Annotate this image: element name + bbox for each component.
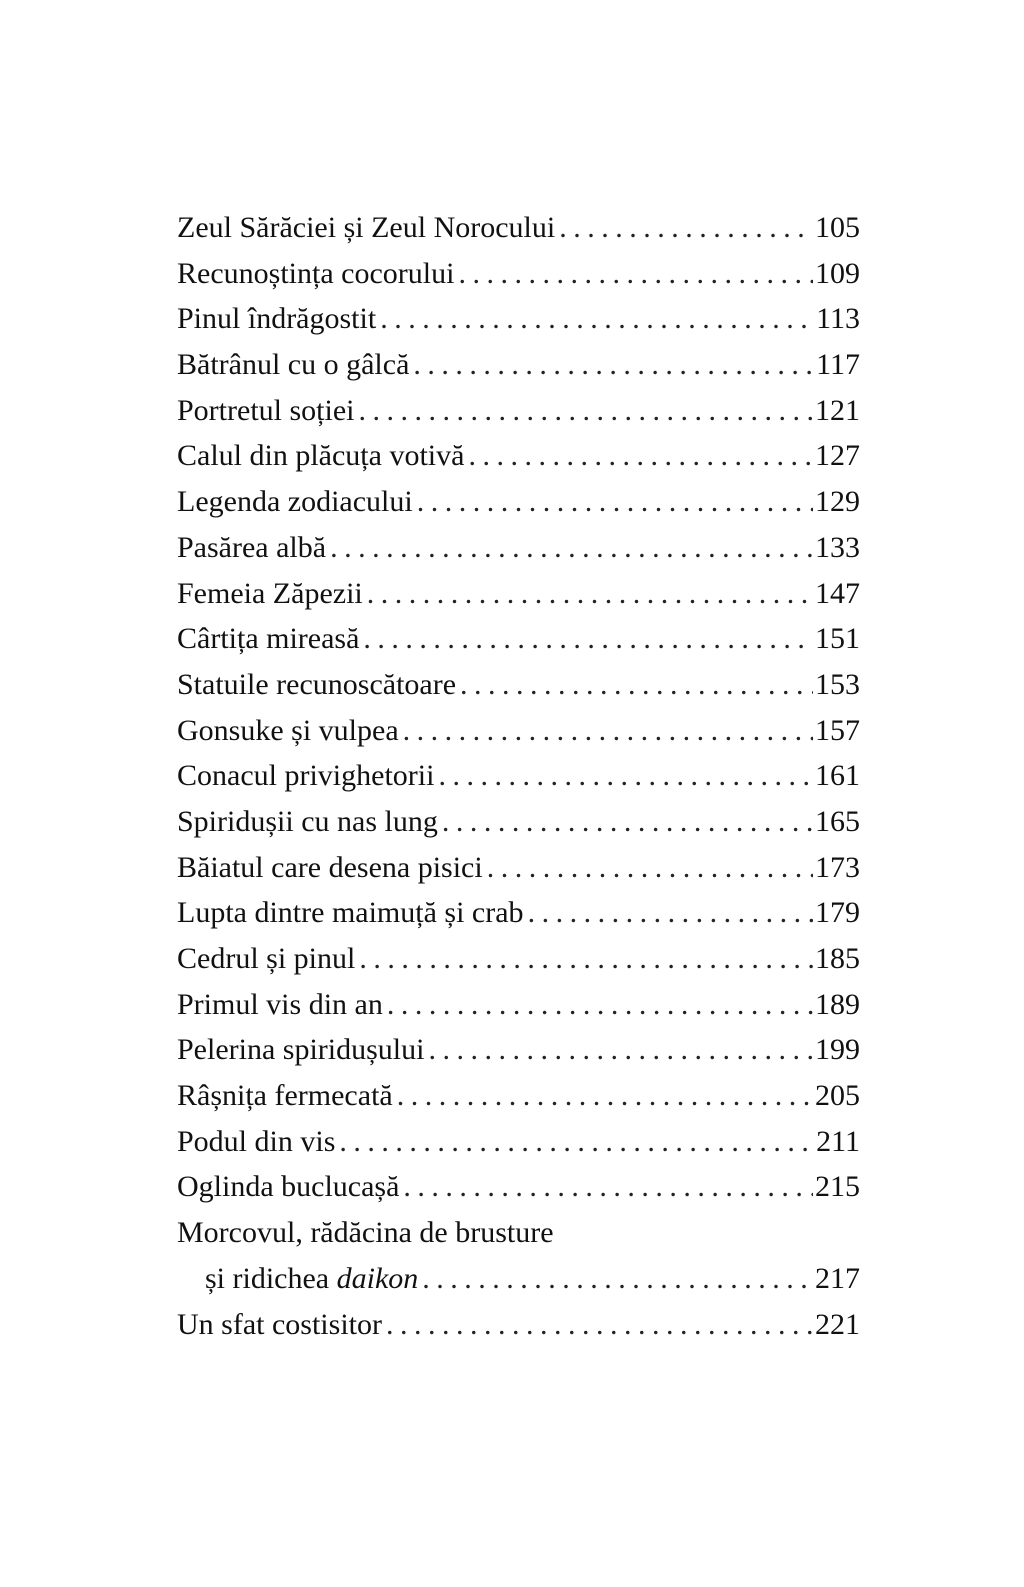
- toc-entry: [177, 479, 860, 525]
- toc-entry-title: Băiatul care desena pisici: [177, 850, 483, 884]
- toc-entry-page: 157: [815, 713, 860, 747]
- dot-leader: [528, 890, 813, 936]
- toc-entry-page: 205: [815, 1079, 860, 1113]
- toc-entry-page: 173: [815, 850, 860, 884]
- dot-leader: [428, 1027, 813, 1073]
- toc-entry: [177, 1119, 860, 1165]
- toc-entry: [177, 753, 860, 799]
- toc-entry: [177, 616, 860, 662]
- toc-entry: [177, 845, 860, 891]
- dot-leader: [487, 845, 813, 891]
- toc-entry: [177, 890, 860, 936]
- toc-entry-title: Un sfat costisitor: [177, 1307, 382, 1341]
- toc-entry-page: 151: [815, 622, 860, 656]
- toc-entry-page: 211: [816, 1124, 860, 1158]
- toc-entry-title: Oglinda buclucașă: [177, 1170, 400, 1204]
- toc-entry-page: 221: [815, 1307, 860, 1341]
- dot-leader: [397, 1073, 813, 1119]
- toc-entry-title: Spiridușii cu nas lung: [177, 804, 438, 838]
- dot-leader: [359, 936, 813, 982]
- dot-leader: [363, 616, 813, 662]
- dot-leader: [403, 1164, 813, 1210]
- toc-entry-page: 121: [815, 393, 860, 427]
- dot-leader: [330, 525, 813, 571]
- dot-leader: [468, 433, 813, 479]
- toc-entry-title: Femeia Zăpezii: [177, 576, 363, 610]
- toc-entry-title: Lupta dintre maimuță și crab: [177, 896, 524, 930]
- toc-entry-title: Pinul îndrăgostit: [177, 302, 377, 336]
- dot-leader: [442, 799, 813, 845]
- toc-entry-page: 117: [816, 348, 860, 382]
- toc-entry-title: Morcovul, rădăcina de brusture: [177, 1216, 554, 1250]
- toc-entry: [177, 571, 860, 617]
- toc-entry: [177, 1027, 860, 1073]
- toc-entry-title: Conacul privighetorii: [177, 759, 435, 793]
- toc-entry: [177, 296, 860, 342]
- toc-entry-multiline-first: [177, 1210, 860, 1256]
- toc-entry: [177, 205, 860, 251]
- title-prefix: și ridichea: [205, 1261, 337, 1295]
- dot-leader: [386, 1302, 813, 1348]
- toc-entry-title: Legenda zodiacului: [177, 485, 413, 519]
- toc-entry-title: Gonsuke și vulpea: [177, 713, 399, 747]
- dot-leader: [438, 753, 813, 799]
- dot-leader: [413, 342, 814, 388]
- dot-leader: [460, 662, 813, 708]
- toc-entry: [177, 1073, 860, 1119]
- toc-entry-page: 113: [816, 302, 860, 336]
- toc-entry: [177, 662, 860, 708]
- dot-leader: [367, 571, 813, 617]
- toc-entry: [177, 936, 860, 982]
- toc-entry-page: 189: [815, 987, 860, 1021]
- toc-entry: [177, 799, 860, 845]
- dot-leader: [422, 1256, 813, 1302]
- toc-entry: [177, 1164, 860, 1210]
- toc-entry-page: 217: [815, 1261, 860, 1295]
- dot-leader: [387, 982, 813, 1028]
- toc-entry-page: 179: [815, 896, 860, 930]
- toc-entry-page: 161: [815, 759, 860, 793]
- dot-leader: [458, 251, 813, 297]
- toc-entry-title: Cedrul și pinul: [177, 942, 356, 975]
- toc-entry-page: 165: [815, 804, 860, 838]
- table-of-contents: [177, 205, 860, 1347]
- toc-entry: [177, 982, 860, 1028]
- toc-entry: [177, 1302, 860, 1348]
- dot-leader: [358, 388, 813, 434]
- dot-leader: [339, 1119, 814, 1165]
- toc-entry-page: 215: [815, 1170, 860, 1204]
- toc-entry-page: 109: [815, 256, 860, 290]
- toc-entry-title: Bătrânul cu o gâlcă: [177, 348, 410, 382]
- toc-entry: [177, 388, 860, 434]
- toc-entry-page: 105: [815, 211, 860, 244]
- toc-entry: [177, 433, 860, 479]
- toc-entry-title: Calul din plăcuța votivă: [177, 439, 465, 473]
- toc-entry-title: Portretul soției: [177, 393, 355, 427]
- toc-entry-page: 133: [815, 530, 860, 564]
- dot-leader: [559, 205, 813, 251]
- toc-entry-title-continued: [205, 1256, 418, 1302]
- toc-entry-page: 185: [815, 942, 860, 975]
- toc-entry-page: 147: [815, 576, 860, 610]
- toc-entry-page: 153: [815, 667, 860, 701]
- toc-entry-page: 199: [815, 1033, 860, 1067]
- toc-entry-title: Recunoștința cocorului: [177, 256, 455, 290]
- toc-entry-page: 127: [815, 439, 860, 473]
- toc-entry-title: Cârtița mireasă: [177, 622, 360, 656]
- toc-entry: [177, 525, 860, 571]
- dot-leader: [380, 296, 814, 342]
- toc-entry-page: 129: [815, 485, 860, 519]
- toc-entry-title: Pasărea albă: [177, 530, 327, 564]
- dot-leader: [417, 479, 813, 525]
- toc-entry-title: Zeul Sărăciei și Zeul Norocului: [177, 211, 556, 244]
- title-italic-word: daikon: [336, 1261, 419, 1295]
- toc-entry: [177, 708, 860, 754]
- toc-entry-title: Podul din vis: [177, 1124, 336, 1158]
- dot-leader: [403, 708, 813, 754]
- toc-entry-title: Statuile recunoscătoare: [177, 667, 457, 701]
- toc-entry: [177, 342, 860, 388]
- toc-entry-title: Primul vis din an: [177, 987, 383, 1021]
- toc-entry: [177, 251, 860, 297]
- toc-entry-title: Pelerina spiridușului: [177, 1033, 425, 1067]
- toc-entry-title: Râșnița fermecată: [177, 1079, 393, 1113]
- toc-entry-multiline-second: [177, 1256, 860, 1302]
